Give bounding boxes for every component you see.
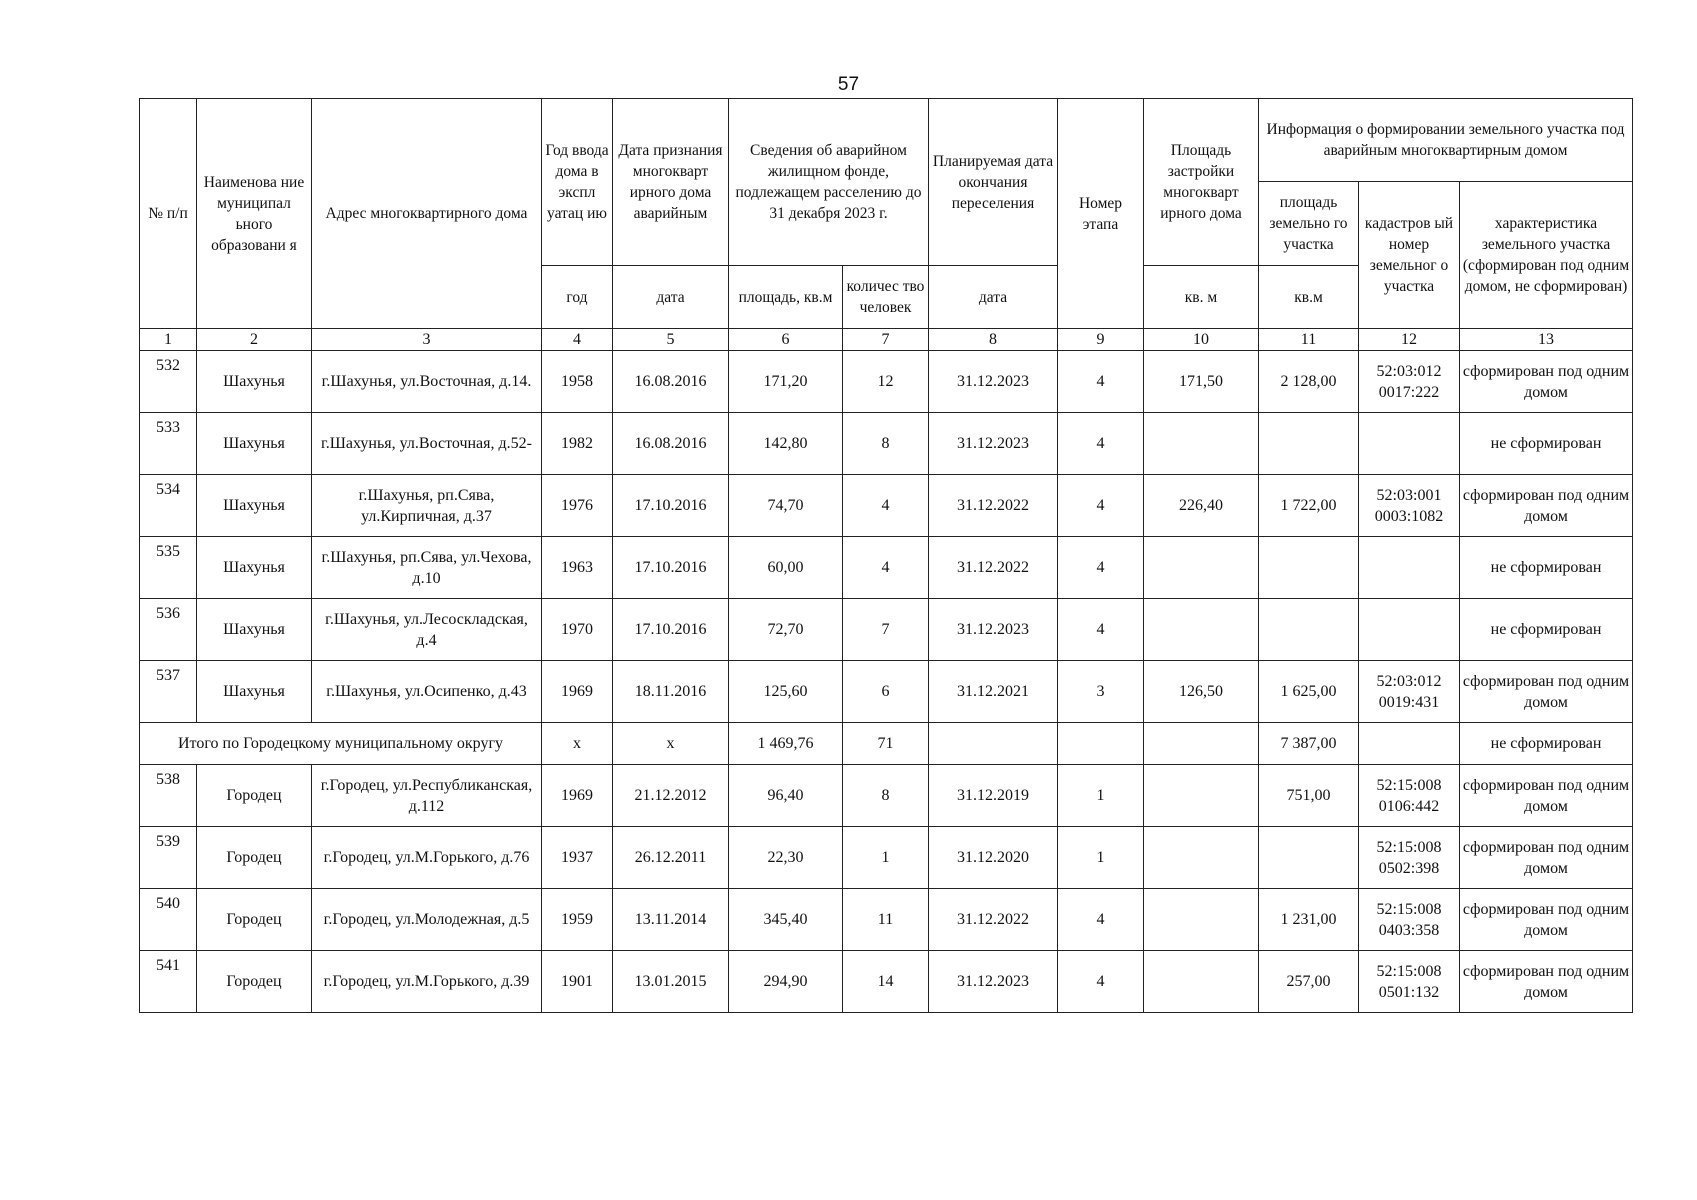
land-characteristic-cell: сформирован под одним домом [1460, 351, 1633, 413]
recognition-date-cell: 18.11.2016 [613, 661, 729, 723]
header-cadastral-number: кадастров ый номер земельног о участка [1359, 182, 1460, 329]
header-land-characteristic: характеристика земельного участка (сформирован под одним домом, не сформирован) [1460, 182, 1633, 329]
address-cell: г.Городец, ул.М.Горького, д.76 [312, 827, 542, 889]
land-area-cell: 1 231,00 [1259, 889, 1359, 951]
column-index: 4 [542, 329, 613, 351]
emergency-area-cell: 125,60 [729, 661, 843, 723]
year-commissioned-cell: 1970 [542, 599, 613, 661]
column-index: 12 [1359, 329, 1460, 351]
unit-plan-date: дата [929, 266, 1058, 329]
land-characteristic-cell: сформирован под одним домом [1460, 661, 1633, 723]
building-area-cell [1144, 599, 1259, 661]
year-commissioned-cell: 1901 [542, 951, 613, 1013]
total-plan-date [929, 723, 1058, 765]
emergency-area-cell: 22,30 [729, 827, 843, 889]
stage-number-cell: 4 [1058, 351, 1144, 413]
cadastral-number-cell [1359, 599, 1460, 661]
total-characteristic: не сформирован [1460, 723, 1633, 765]
column-index: 11 [1259, 329, 1359, 351]
emergency-area-cell: 96,40 [729, 765, 843, 827]
building-area-cell: 171,50 [1144, 351, 1259, 413]
column-index: 13 [1460, 329, 1633, 351]
planned-date-cell: 31.12.2023 [929, 951, 1058, 1013]
total-year: x [542, 723, 613, 765]
unit-date: дата [613, 266, 729, 329]
stage-number-cell: 1 [1058, 827, 1144, 889]
land-area-cell: 751,00 [1259, 765, 1359, 827]
address-cell: г.Городец, ул.Республиканская, д.112 [312, 765, 542, 827]
total-land-area: 7 387,00 [1259, 723, 1359, 765]
unit-year: год [542, 266, 613, 329]
recognition-date-cell: 17.10.2016 [613, 537, 729, 599]
row-number-cell: 534 [140, 475, 197, 537]
planned-date-cell: 31.12.2019 [929, 765, 1058, 827]
total-label: Итого по Городецкому муниципальному округу [140, 723, 542, 765]
total-stage [1058, 723, 1144, 765]
column-index: 1 [140, 329, 197, 351]
municipality-cell: Городец [197, 827, 312, 889]
row-number-cell: 532 [140, 351, 197, 413]
land-characteristic-cell: сформирован под одним домом [1460, 951, 1633, 1013]
address-cell: г.Шахунья, ул.Осипенко, д.43 [312, 661, 542, 723]
building-area-cell [1144, 765, 1259, 827]
recognition-date-cell: 16.08.2016 [613, 413, 729, 475]
land-area-cell: 257,00 [1259, 951, 1359, 1013]
land-area-cell: 1 625,00 [1259, 661, 1359, 723]
header-land-info: Информация о формировании земельного участка под аварийным многоквартирным домом [1259, 99, 1633, 182]
building-area-cell [1144, 537, 1259, 599]
row-number-cell: 536 [140, 599, 197, 661]
cadastral-number-cell: 52:15:008 0106:442 [1359, 765, 1460, 827]
total-people: 71 [843, 723, 929, 765]
land-area-cell [1259, 537, 1359, 599]
land-characteristic-cell: не сформирован [1460, 413, 1633, 475]
people-count-cell: 4 [843, 537, 929, 599]
table-row [140, 661, 1633, 723]
land-characteristic-cell: не сформирован [1460, 599, 1633, 661]
municipality-cell: Городец [197, 765, 312, 827]
emergency-area-cell: 60,00 [729, 537, 843, 599]
stage-number-cell: 4 [1058, 413, 1144, 475]
cadastral-number-cell [1359, 413, 1460, 475]
planned-date-cell: 31.12.2021 [929, 661, 1058, 723]
unit-land-area: кв.м [1259, 266, 1359, 329]
stage-number-cell: 4 [1058, 951, 1144, 1013]
table-row [140, 765, 1633, 827]
stage-number-cell: 4 [1058, 537, 1144, 599]
emergency-area-cell: 345,40 [729, 889, 843, 951]
table-row [140, 475, 1633, 537]
emergency-area-cell: 294,90 [729, 951, 843, 1013]
building-area-cell [1144, 827, 1259, 889]
planned-date-cell: 31.12.2023 [929, 599, 1058, 661]
header-address: Адрес многоквартирного дома [312, 99, 542, 329]
stage-number-cell: 4 [1058, 475, 1144, 537]
table-row [140, 951, 1633, 1013]
year-commissioned-cell: 1969 [542, 765, 613, 827]
land-characteristic-cell: сформирован под одним домом [1460, 889, 1633, 951]
address-cell: г.Городец, ул.Молодежная, д.5 [312, 889, 542, 951]
year-commissioned-cell: 1976 [542, 475, 613, 537]
address-cell: г.Шахунья, ул.Восточная, д.52- [312, 413, 542, 475]
header-emergency-fund: Сведения об аварийном жилищном фонде, подлежащем расселению до 31 декабря 2023 г. [729, 99, 929, 266]
address-cell: г.Шахунья, рп.Сява, ул.Чехова, д.10 [312, 537, 542, 599]
recognition-date-cell: 17.10.2016 [613, 475, 729, 537]
header-recognition-date: Дата признания многокварт ирного дома аварийным [613, 99, 729, 266]
municipality-cell: Шахунья [197, 351, 312, 413]
column-index: 3 [312, 329, 542, 351]
land-characteristic-cell: сформирован под одним домом [1460, 475, 1633, 537]
unit-area: площадь, кв.м [729, 266, 843, 329]
row-number-cell: 535 [140, 537, 197, 599]
header-number: № п/п [140, 99, 197, 329]
header-year-commissioned: Год ввода дома в экспл уатац ию [542, 99, 613, 266]
land-characteristic-cell: сформирован под одним домом [1460, 827, 1633, 889]
unit-people: количес тво человек [843, 266, 929, 329]
building-area-cell [1144, 889, 1259, 951]
header-planned-date: Планируемая дата окончания переселения [929, 99, 1058, 266]
municipality-cell: Городец [197, 889, 312, 951]
table-row [140, 827, 1633, 889]
people-count-cell: 8 [843, 413, 929, 475]
row-number-cell: 538 [140, 765, 197, 827]
emergency-area-cell: 171,20 [729, 351, 843, 413]
total-date: x [613, 723, 729, 765]
cadastral-number-cell [1359, 537, 1460, 599]
table-row [140, 889, 1633, 951]
page-number: 57 [837, 74, 860, 95]
row-number-cell: 533 [140, 413, 197, 475]
recognition-date-cell: 26.12.2011 [613, 827, 729, 889]
address-cell: г.Шахунья, ул.Восточная, д.14. [312, 351, 542, 413]
building-area-cell [1144, 413, 1259, 475]
planned-date-cell: 31.12.2020 [929, 827, 1058, 889]
table-row [140, 537, 1633, 599]
planned-date-cell: 31.12.2022 [929, 889, 1058, 951]
people-count-cell: 4 [843, 475, 929, 537]
people-count-cell: 6 [843, 661, 929, 723]
cadastral-number-cell: 52:03:001 0003:1082 [1359, 475, 1460, 537]
recognition-date-cell: 13.01.2015 [613, 951, 729, 1013]
column-index: 8 [929, 329, 1058, 351]
column-index: 7 [843, 329, 929, 351]
stage-number-cell: 4 [1058, 889, 1144, 951]
people-count-cell: 14 [843, 951, 929, 1013]
emergency-area-cell: 72,70 [729, 599, 843, 661]
emergency-area-cell: 74,70 [729, 475, 843, 537]
column-index: 2 [197, 329, 312, 351]
land-area-cell [1259, 599, 1359, 661]
land-characteristic-cell: не сформирован [1460, 537, 1633, 599]
people-count-cell: 12 [843, 351, 929, 413]
planned-date-cell: 31.12.2022 [929, 537, 1058, 599]
column-index: 9 [1058, 329, 1144, 351]
total-cadastral [1359, 723, 1460, 765]
recognition-date-cell: 17.10.2016 [613, 599, 729, 661]
column-index-row [140, 329, 1633, 351]
table-row [140, 413, 1633, 475]
address-cell: г.Шахунья, рп.Сява, ул.Кирпичная, д.37 [312, 475, 542, 537]
land-characteristic-cell: сформирован под одним домом [1460, 765, 1633, 827]
building-area-cell: 226,40 [1144, 475, 1259, 537]
people-count-cell: 11 [843, 889, 929, 951]
municipality-cell: Шахунья [197, 413, 312, 475]
cadastral-number-cell: 52:15:008 0502:398 [1359, 827, 1460, 889]
row-number-cell: 539 [140, 827, 197, 889]
address-cell: г.Городец, ул.М.Горького, д.39 [312, 951, 542, 1013]
municipality-cell: Шахунья [197, 661, 312, 723]
year-commissioned-cell: 1958 [542, 351, 613, 413]
land-area-cell: 2 128,00 [1259, 351, 1359, 413]
stage-number-cell: 1 [1058, 765, 1144, 827]
municipality-cell: Шахунья [197, 475, 312, 537]
stage-number-cell: 4 [1058, 599, 1144, 661]
cadastral-number-cell: 52:03:012 0019:431 [1359, 661, 1460, 723]
row-number-cell: 540 [140, 889, 197, 951]
cadastral-number-cell: 52:03:012 0017:222 [1359, 351, 1460, 413]
emergency-housing-table [139, 98, 1633, 1013]
row-number-cell: 537 [140, 661, 197, 723]
year-commissioned-cell: 1959 [542, 889, 613, 951]
planned-date-cell: 31.12.2023 [929, 351, 1058, 413]
table-row [140, 351, 1633, 413]
people-count-cell: 8 [843, 765, 929, 827]
people-count-cell: 1 [843, 827, 929, 889]
municipality-cell: Городец [197, 951, 312, 1013]
address-cell: г.Шахунья, ул.Лесоскладская, д.4 [312, 599, 542, 661]
header-stage-number: Номер этапа [1058, 99, 1144, 329]
header-building-area: Площадь застройки многокварт ирного дома [1144, 99, 1259, 266]
land-area-cell [1259, 413, 1359, 475]
municipality-cell: Шахунья [197, 537, 312, 599]
building-area-cell: 126,50 [1144, 661, 1259, 723]
table-row [140, 599, 1633, 661]
row-number-cell: 541 [140, 951, 197, 1013]
municipality-cell: Шахунья [197, 599, 312, 661]
stage-number-cell: 3 [1058, 661, 1144, 723]
building-area-cell [1144, 951, 1259, 1013]
total-building-area [1144, 723, 1259, 765]
recognition-date-cell: 21.12.2012 [613, 765, 729, 827]
year-commissioned-cell: 1982 [542, 413, 613, 475]
cadastral-number-cell: 52:15:008 0501:132 [1359, 951, 1460, 1013]
people-count-cell: 7 [843, 599, 929, 661]
unit-building-area: кв. м [1144, 266, 1259, 329]
column-index: 6 [729, 329, 843, 351]
emergency-area-cell: 142,80 [729, 413, 843, 475]
planned-date-cell: 31.12.2023 [929, 413, 1058, 475]
recognition-date-cell: 13.11.2014 [613, 889, 729, 951]
land-area-cell: 1 722,00 [1259, 475, 1359, 537]
year-commissioned-cell: 1969 [542, 661, 613, 723]
cadastral-number-cell: 52:15:008 0403:358 [1359, 889, 1460, 951]
year-commissioned-cell: 1937 [542, 827, 613, 889]
recognition-date-cell: 16.08.2016 [613, 351, 729, 413]
header-municipality: Наименова ние муниципал ьного образовани я [197, 99, 312, 329]
land-area-cell [1259, 827, 1359, 889]
total-row [140, 723, 1633, 765]
total-area: 1 469,76 [729, 723, 843, 765]
column-index: 5 [613, 329, 729, 351]
header-land-area: площадь земельно го участка [1259, 182, 1359, 266]
year-commissioned-cell: 1963 [542, 537, 613, 599]
column-index: 10 [1144, 329, 1259, 351]
planned-date-cell: 31.12.2022 [929, 475, 1058, 537]
